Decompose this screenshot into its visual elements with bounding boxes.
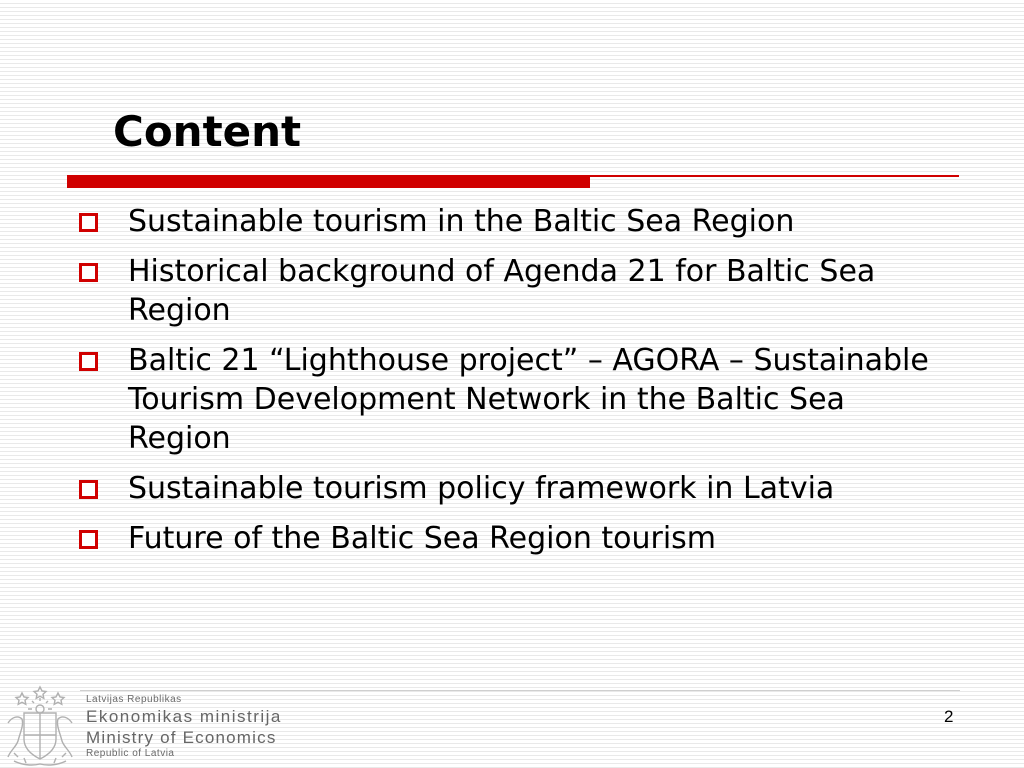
list-item	[76, 519, 956, 558]
list-item	[76, 341, 956, 458]
bullet-list	[76, 202, 956, 569]
bullet-text: Sustainable tourism in the Baltic Sea Region	[128, 204, 795, 239]
list-item	[76, 469, 956, 508]
page-number: 2	[944, 707, 954, 726]
ministry-logo-text	[86, 694, 282, 760]
list-item	[76, 202, 956, 241]
square-bullet-icon	[79, 480, 98, 499]
square-bullet-icon	[79, 352, 98, 371]
ministry-lv-label: Ekonomikas ministrija	[86, 707, 282, 726]
ministry-en-label: Ministry of Economics	[86, 728, 277, 747]
list-item	[76, 252, 956, 330]
latvian-coat-of-arms-icon	[0, 683, 80, 768]
square-bullet-icon	[79, 530, 98, 549]
title-divider-thin	[590, 175, 959, 177]
title-divider	[67, 175, 959, 189]
bullet-text: Sustainable tourism policy framework in Latvia	[128, 471, 835, 506]
bullet-text: Historical background of Agenda 21 for Baltic Sea Region	[128, 254, 876, 328]
bullet-text: Baltic 21 “Lighthouse project” – AGORA – Sustainable Tourism Development Network in the Baltic Sea Region	[128, 343, 929, 456]
square-bullet-icon	[79, 213, 98, 232]
square-bullet-icon	[79, 263, 98, 282]
title-divider-thick	[67, 175, 590, 188]
slide-title: Content	[113, 107, 302, 156]
republic-en-label: Republic of Latvia	[86, 748, 175, 759]
footer-divider	[80, 690, 960, 691]
republic-lv-label: Latvijas Republikas	[86, 694, 182, 705]
bullet-text: Future of the Baltic Sea Region tourism	[128, 521, 717, 556]
